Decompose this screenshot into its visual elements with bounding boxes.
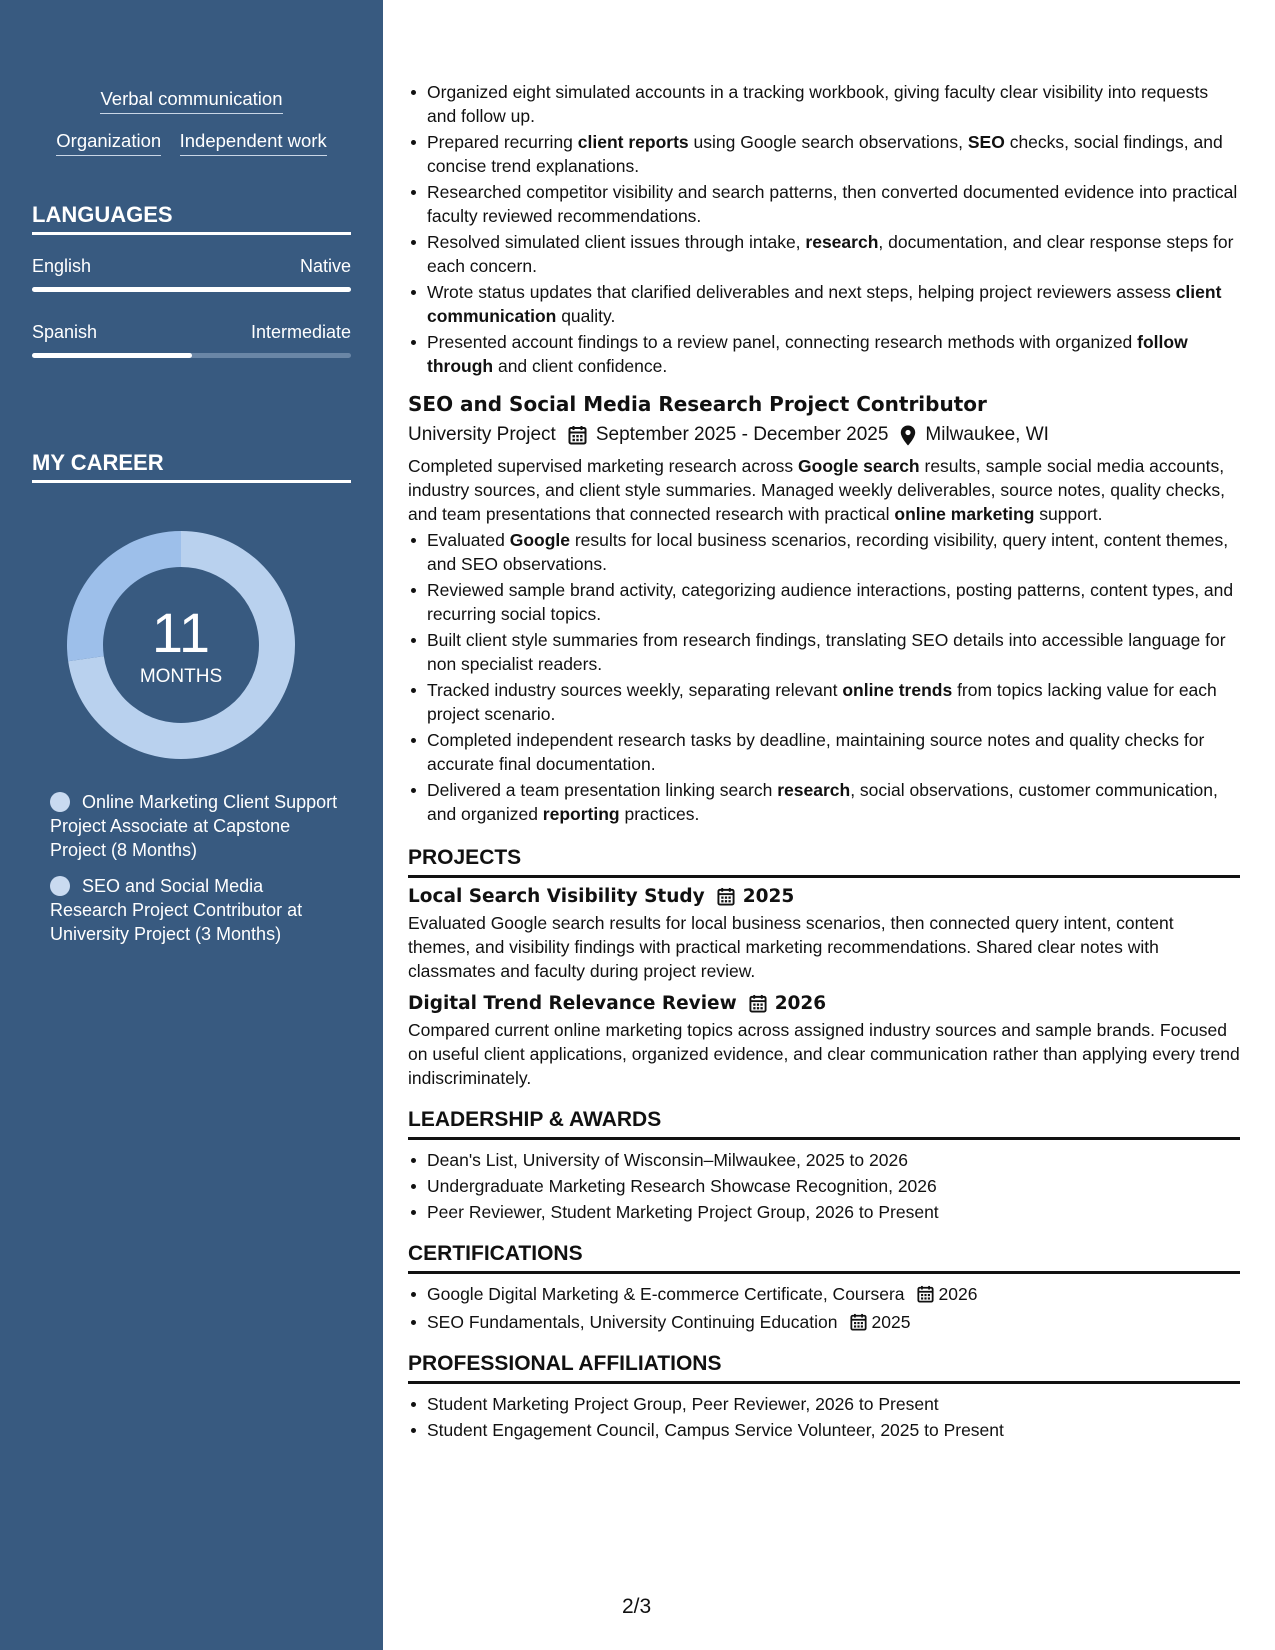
job-organization: University Project — [408, 424, 556, 445]
text-run: Evaluated — [427, 530, 510, 550]
leadership-list — [408, 1148, 1240, 1224]
bullet-item — [427, 280, 1240, 328]
bullet-item — [427, 778, 1240, 826]
project-entry — [408, 993, 1240, 1090]
list-item — [427, 1310, 1240, 1334]
text-run: , social observations, customer communication, and organized — [427, 780, 1218, 824]
sidebar — [0, 0, 383, 1650]
text-run: Completed supervised marketing research across — [408, 456, 799, 476]
bold-text: Google — [509, 530, 570, 550]
career-donut-chart — [66, 530, 296, 760]
text-run: Tracked industry sources weekly, separating relevant — [427, 680, 843, 700]
job-meta — [408, 424, 1240, 446]
calendar-icon — [749, 994, 767, 1013]
job-summary — [408, 454, 1240, 526]
bold-text: client communication — [427, 282, 1222, 326]
language-name: English — [32, 256, 92, 276]
text-run: , documentation, and clear response steps for each concern. — [427, 232, 1234, 276]
list-item: Dean's List, University of Wisconsin–Milwaukee, 2025 to 2026 — [427, 1148, 1240, 1172]
bold-text: reporting — [542, 804, 620, 824]
career-heading: MY CAREER — [32, 450, 351, 483]
skill-tag: Independent work — [180, 130, 327, 156]
text-run: Wrote status updates that clarified deliverables and next steps, helping project reviewers assess — [427, 282, 1176, 302]
legend-dot — [50, 792, 70, 812]
project-year: 2025 — [742, 886, 795, 907]
project-description: Compared current online marketing topics across assigned industry sources and sample brands. Focused on useful client applications, organized evidence, and clear communication rather than applying every trend indiscriminately. — [408, 1020, 1240, 1088]
text-run: from topics lacking value for each project scenario. — [427, 680, 1217, 724]
certification-year: 2026 — [938, 1284, 978, 1304]
bullet-item — [427, 230, 1240, 278]
text-run: quality. — [556, 306, 616, 326]
language-proficiency-bar — [32, 287, 351, 292]
bullet-item — [427, 728, 1240, 776]
text-run: and client confidence. — [493, 356, 668, 376]
list-item: Student Engagement Council, Campus Service Volunteer, 2025 to Present — [427, 1418, 1240, 1442]
career-unit: MONTHS — [139, 666, 223, 687]
career-item — [50, 874, 340, 946]
career-item-text: Online Marketing Client Support Project Associate at Capstone Project (8 Months) — [50, 792, 338, 860]
text-run: Prepared recurring — [427, 132, 578, 152]
certifications-list — [408, 1282, 1240, 1334]
text-run: using Google search observations, — [688, 132, 968, 152]
project-description: Evaluated Google search results for local business scenarios, then connected query intent, content themes, and visibility findings with practical marketing recommendations. Shared clear notes with classmates and faculty during project review. — [408, 913, 1174, 981]
bold-text: online marketing — [894, 504, 1035, 524]
language-level: Intermediate — [250, 322, 351, 342]
language-name: Spanish — [32, 322, 98, 342]
bullet-item — [427, 528, 1240, 576]
language-level: Native — [299, 256, 351, 276]
calendar-icon — [568, 425, 587, 445]
bold-text: research — [805, 232, 879, 252]
certification-year: 2025 — [871, 1312, 911, 1332]
affiliations-list — [408, 1392, 1240, 1442]
calendar-icon — [717, 887, 735, 906]
language-proficiency-bar — [32, 353, 351, 358]
project-year: 2026 — [774, 993, 827, 1014]
text-run: Built client style summaries from research findings, translating SEO details into accessible language for non specialist readers. — [427, 630, 1226, 674]
bullet-item — [427, 180, 1240, 228]
career-total: 11 — [151, 601, 211, 664]
skills-row — [0, 130, 383, 156]
map-pin-icon — [900, 425, 916, 446]
list-item: Peer Reviewer, Student Marketing Project Group, 2026 to Present — [427, 1200, 1240, 1224]
text-run: Researched competitor visibility and search patterns, then converted documented evidence into practical faculty reviewed recommendations. — [427, 182, 1238, 226]
bold-text: SEO — [967, 132, 1005, 152]
language-entry — [32, 322, 351, 358]
bold-text: Google search — [798, 456, 920, 476]
language-proficiency-fill — [32, 353, 192, 358]
skills-row — [0, 88, 383, 114]
list-item — [427, 1282, 1240, 1306]
bullet-item — [427, 578, 1240, 626]
text-run: Presented account findings to a review panel, connecting research methods with organized — [427, 332, 1138, 352]
bullet-item — [427, 330, 1240, 378]
certification-name: Google Digital Marketing & E-commerce Certificate, Coursera — [427, 1284, 905, 1304]
affiliations-heading: PROFESSIONAL AFFILIATIONS — [408, 1352, 1240, 1384]
text-run: support. — [1034, 504, 1103, 524]
project-title: Digital Trend Relevance Review — [408, 993, 737, 1014]
main-content — [408, 80, 1240, 1444]
text-run: Completed independent research tasks by deadline, maintaining source notes and quality checks for accurate final documentation. — [427, 730, 1205, 774]
job-dates: September 2025 - December 2025 — [595, 424, 889, 445]
bold-text: follow through — [427, 332, 1188, 376]
job-bullets — [408, 528, 1240, 826]
page-number: 2/3 — [622, 1595, 652, 1618]
text-run: Organized eight simulated accounts in a tracking workbook, giving faculty clear visibility into requests and follow up. — [427, 82, 1209, 126]
job-location: Milwaukee, WI — [925, 424, 1049, 445]
legend-dot — [50, 876, 70, 896]
text-run: Resolved simulated client issues through intake, — [427, 232, 806, 252]
skills-list — [0, 88, 383, 156]
text-run: practices. — [619, 804, 700, 824]
language-proficiency-fill — [32, 287, 351, 292]
text-run: Delivered a team presentation linking search — [427, 780, 778, 800]
bold-text: research — [777, 780, 851, 800]
calendar-icon — [917, 1285, 934, 1303]
text-run: checks, social findings, and concise trend explanations. — [427, 132, 1223, 176]
bullet-item — [427, 628, 1240, 676]
experience-bullets — [408, 80, 1240, 378]
text-run: results for local business scenarios, recording visibility, query intent, content themes, and SEO observations. — [427, 530, 1229, 574]
bold-text: online trends — [842, 680, 953, 700]
skill-tag: Organization — [56, 130, 161, 156]
project-entry — [408, 886, 1240, 983]
career-item — [50, 790, 340, 862]
career-item-text: SEO and Social Media Research Project Contributor at University Project (3 Months) — [50, 876, 303, 944]
text-run: results, sample social media accounts, industry sources, and client style summaries. Managed weekly deliverables, source notes, quality checks, and team presentations that connected research with practical — [408, 456, 1226, 524]
certifications-heading: CERTIFICATIONS — [408, 1242, 1240, 1274]
leadership-heading: LEADERSHIP & AWARDS — [408, 1108, 1240, 1140]
projects-heading: PROJECTS — [408, 846, 1240, 878]
bullet-item — [427, 80, 1240, 128]
list-item: Undergraduate Marketing Research Showcase Recognition, 2026 — [427, 1174, 1240, 1198]
certification-name: SEO Fundamentals, University Continuing Education — [427, 1312, 838, 1332]
language-entry — [32, 256, 351, 292]
text-run: Reviewed sample brand activity, categorizing audience interactions, posting patterns, content types, and recurring social topics. — [427, 580, 1234, 624]
bold-text: client reports — [577, 132, 689, 152]
career-list — [50, 790, 340, 958]
project-title: Local Search Visibility Study — [408, 886, 705, 907]
bullet-item — [427, 678, 1240, 726]
languages-heading: LANGUAGES — [32, 202, 351, 235]
job-title: SEO and Social Media Research Project Contributor — [408, 392, 987, 416]
list-item: Student Marketing Project Group, Peer Reviewer, 2026 to Present — [427, 1392, 1240, 1416]
skill-tag: Verbal communication — [100, 88, 282, 114]
calendar-icon — [850, 1313, 867, 1331]
bullet-item — [427, 130, 1240, 178]
